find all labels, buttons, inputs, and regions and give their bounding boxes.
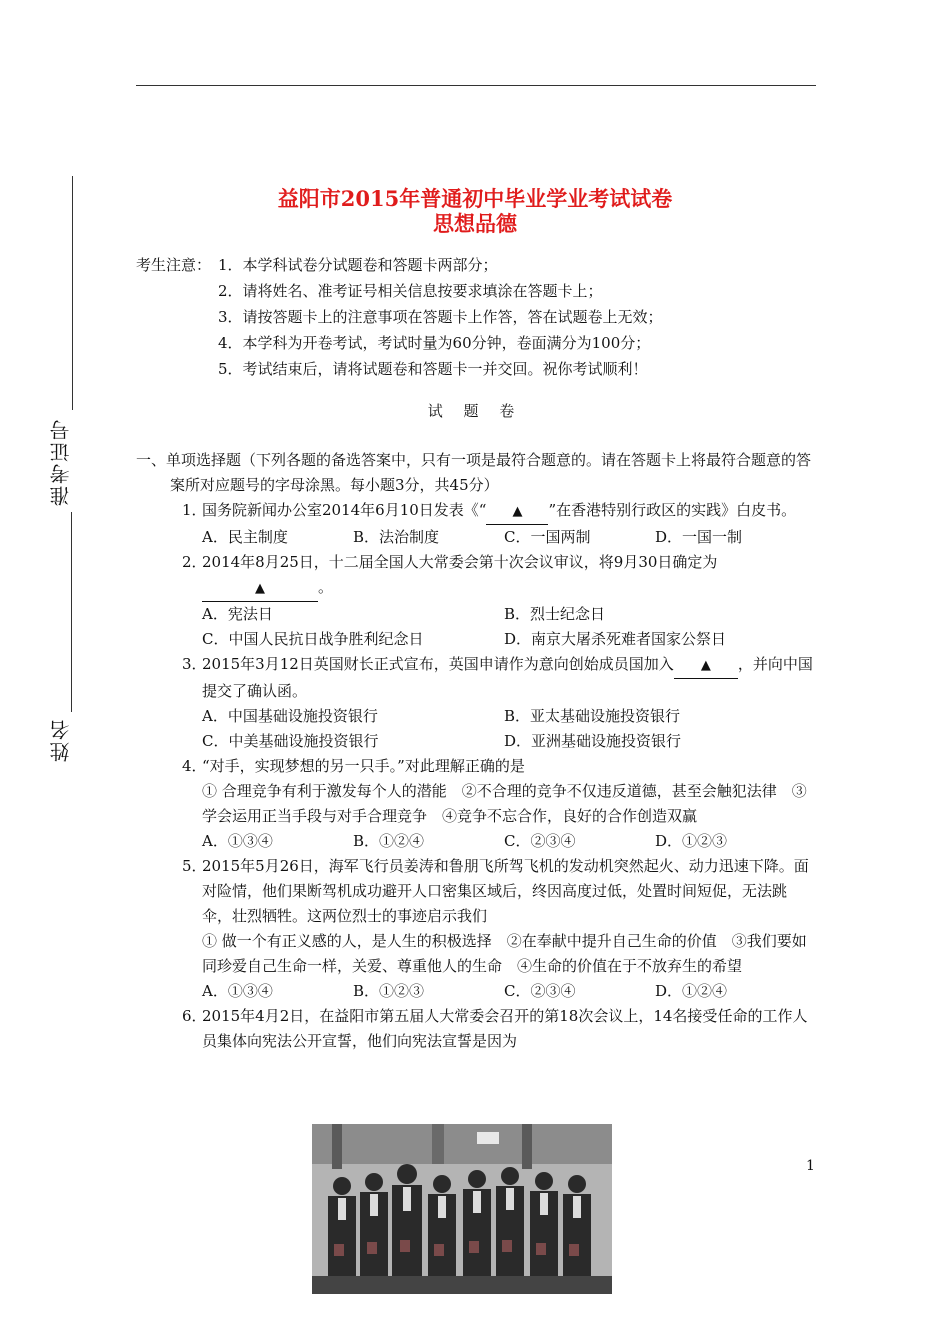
name-label: 姓名: [49, 718, 73, 762]
notice-item: 5．考试结束后，请将试题卷和答题卡一并交回。祝你考试顺利！: [218, 360, 648, 378]
statement-list: ① 做一个有正义感的人，是人生的积极选择 ②在奉献中提升自己生命的价值 ③我们要如同珍爱自己生命一样，关爱、尊重他人的生命 ④生命的价值在于不放弃生的希望: [202, 932, 807, 975]
triangle-mark: ▲: [700, 658, 711, 673]
question-number: 2．: [182, 553, 207, 571]
question-text: 2014年8月25日，十二届全国人大常委会第十次会议审议，将9月30日确定为: [202, 553, 718, 571]
question-number: 1．: [182, 501, 207, 519]
question-6: [136, 1004, 816, 1054]
option-b: B．烈士纪念日: [504, 605, 606, 623]
question-text: 2015年5月26日，海军飞行员姜涛和鲁朋飞所驾飞机的发动机突然起火、动力迅速下降。面对险情，他们果断驾机成功避开人口密集区域后，终因高度过低，处置时间短促，无法跳伞，壮烈牺牲。这两位烈士的事迹启示我们: [202, 857, 809, 925]
question-text: 国务院新闻办公室2014年6月10日发表《“: [202, 501, 487, 519]
options-row: [136, 829, 816, 854]
option-a: A．①③④: [202, 982, 273, 1000]
option-a: A．宪法日: [202, 605, 273, 623]
option-c: C．中国人民抗日战争胜利纪念日: [202, 630, 424, 648]
header-rule: [136, 85, 816, 86]
notice-item: 2．请将姓名、准考证号相关信息按要求填涂在答题卡上；: [218, 282, 603, 300]
exam-id-label: 准考证号: [49, 418, 73, 506]
question-text: 2015年4月2日，在益阳市第五届人大常委会召开的第18次会议上，14名接受任命的工作人员集体向宪法公开宣誓，他们向宪法宣誓是因为: [202, 1007, 808, 1050]
options-row: [136, 525, 816, 550]
candidate-notice: [136, 252, 663, 382]
options-row: [136, 729, 816, 754]
question-number: 6．: [182, 1007, 207, 1025]
option-a: A．中国基础设施投资银行: [202, 707, 378, 725]
statement-list: ① 合理竞争有利于激发每个人的潜能 ②不合理的竞争不仅违反道德，甚至会触犯法律 ③学会运用正当手段与对手合理竞争 ④竞争不忘合作，良好的合作创造双赢: [202, 782, 807, 825]
page-number: 1: [806, 1158, 815, 1174]
question-number: 4．: [182, 757, 207, 775]
options-row: [136, 627, 816, 652]
answer-blank: [486, 498, 548, 525]
option-a: A．①③④: [202, 832, 273, 850]
oath-photo-image: [312, 1124, 612, 1294]
options-row: [136, 602, 816, 627]
option-a: A．民主制度: [202, 528, 288, 546]
question-text: ”在香港特别行政区的实践》白皮书。: [548, 501, 797, 519]
options-row: [136, 979, 816, 1004]
answer-blank: [674, 652, 738, 679]
option-d: D．南京大屠杀死难者国家公祭日: [504, 630, 727, 648]
question-section: [136, 448, 816, 1054]
options-row: [136, 704, 816, 729]
option-d: D．亚洲基础设施投资银行: [504, 732, 682, 750]
exam-id-fill-line: [71, 512, 72, 712]
triangle-mark: ▲: [512, 504, 523, 519]
option-c: C．一国两制: [504, 528, 591, 546]
option-d: D．①②③: [655, 832, 728, 850]
option-b: B．①②③: [353, 982, 425, 1000]
option-b: B．①②④: [353, 832, 425, 850]
question-3: [136, 652, 816, 704]
notice-label: 考生注意：: [136, 256, 212, 274]
question-text: ，并向中国提交了确认函。: [202, 655, 813, 700]
question-text: 2015年3月12日英国财长正式宣布，英国申请作为意向创始成员国加入: [202, 655, 674, 673]
question-4: [136, 754, 816, 779]
oath-photo: [312, 1124, 612, 1294]
question-text: “对手，实现梦想的另一只手。”对此理解正确的是: [202, 757, 525, 775]
triangle-mark: ▲: [255, 581, 265, 596]
notice-item: 3．请按答题卡上的注意事项在答题卡上作答，答在试题卷上无效；: [218, 308, 663, 326]
question-2: [136, 550, 816, 602]
question-text: 。: [318, 578, 334, 596]
question-5: [136, 854, 816, 929]
question-1: [136, 498, 816, 525]
notice-item: 4．本学科为开卷考试，考试时量为60分钟，卷面满分为100分；: [218, 334, 651, 352]
option-b: B．亚太基础设施投资银行: [504, 707, 681, 725]
option-c: C．②③④: [504, 832, 576, 850]
answer-blank: [202, 575, 318, 602]
subject-title: 思想品德: [433, 211, 517, 236]
question-number: 5．: [182, 857, 207, 875]
option-d: D．①②④: [655, 982, 728, 1000]
option-d: D．一国一制: [655, 528, 743, 546]
question-number: 3．: [182, 655, 207, 673]
option-c: C．②③④: [504, 982, 576, 1000]
exam-title: 益阳市2015年普通初中毕业学业考试试卷: [277, 186, 673, 211]
option-c: C．中美基础设施投资银行: [202, 732, 379, 750]
part-heading: 一、单项选择题（下列各题的备选答案中，只有一项是最符合题意的。请在答题卡上将最符合题意的答案所对应题号的字母涂黑。每小题3分，共45分）: [136, 451, 812, 494]
option-b: B．法治制度: [353, 528, 440, 546]
section-title: 试 题 卷: [427, 402, 523, 420]
notice-item: 1．本学科试卷分试题卷和答题卡两部分；: [218, 256, 498, 274]
